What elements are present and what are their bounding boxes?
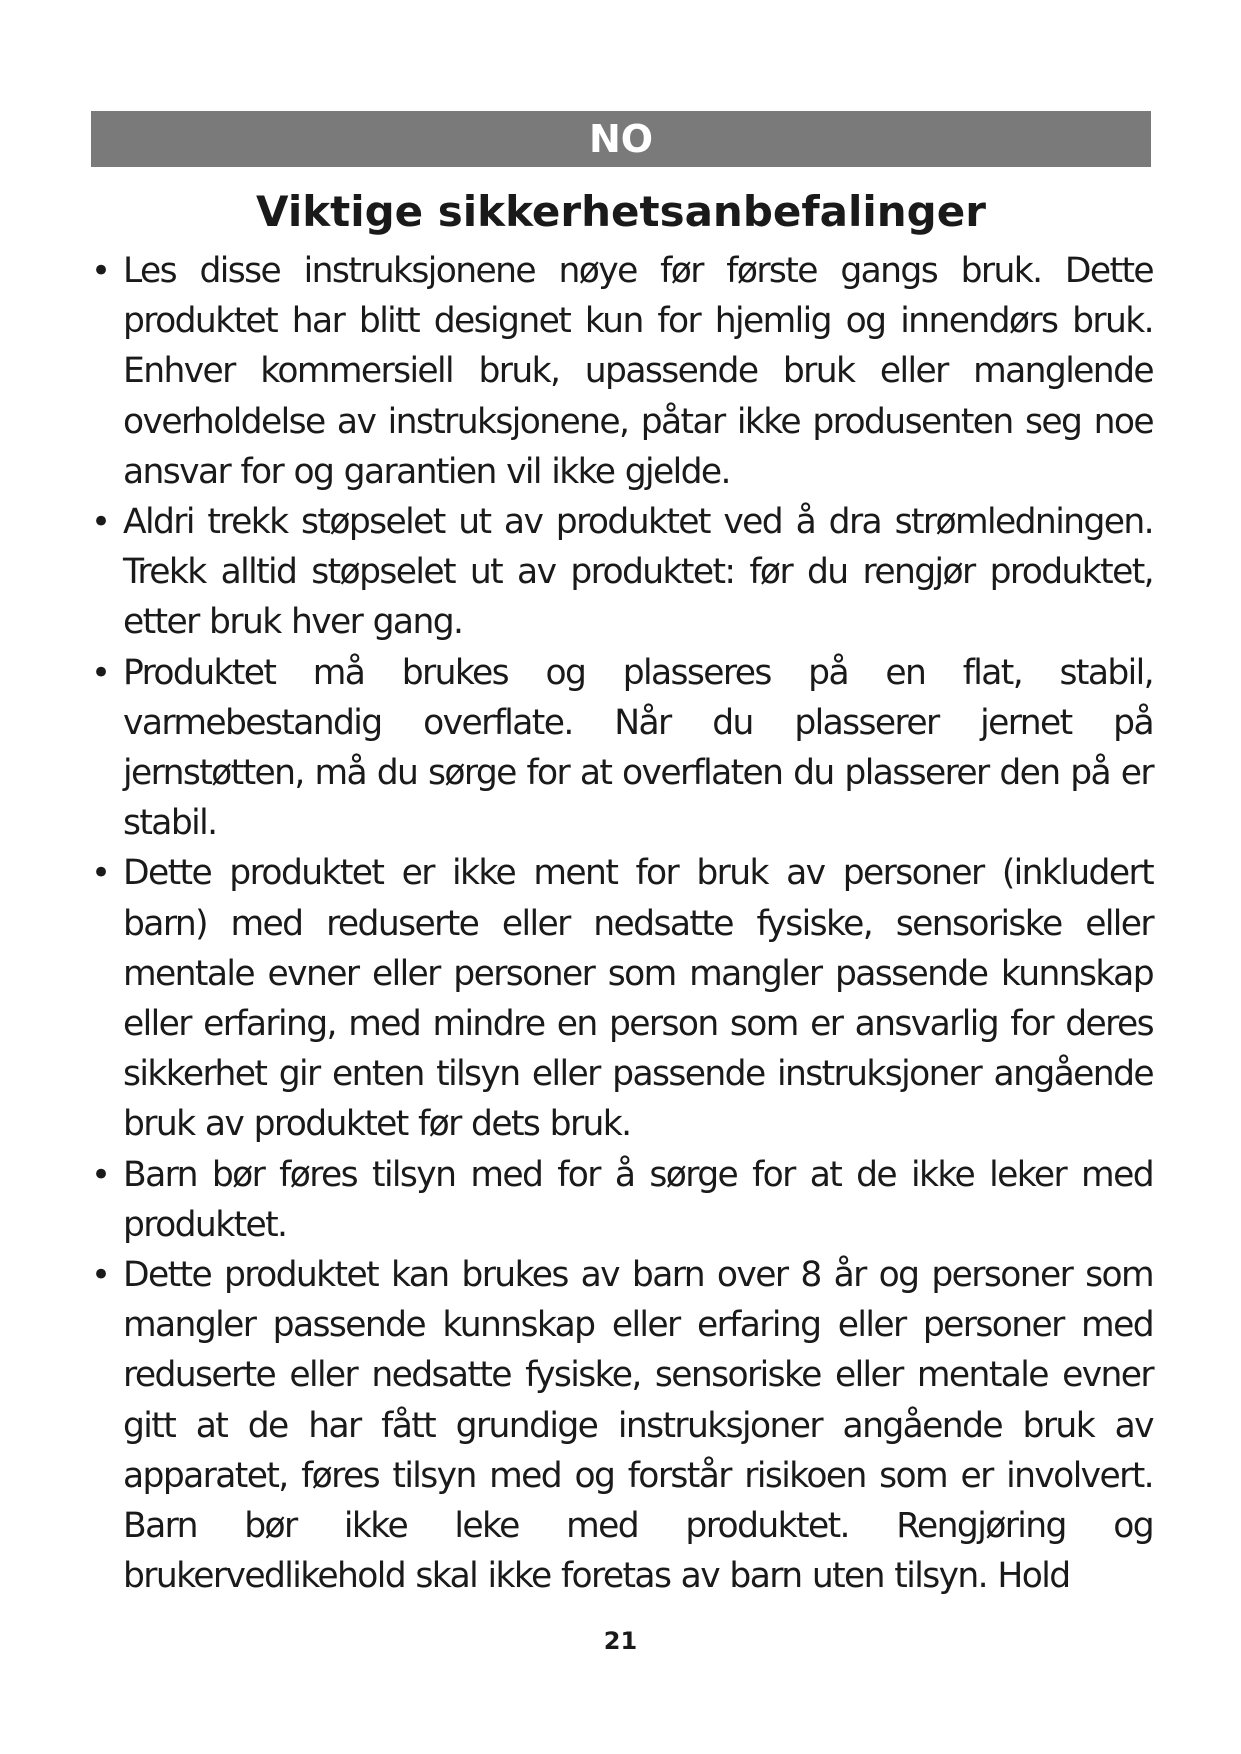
bullet-icon: • bbox=[91, 853, 112, 894]
safety-instructions-list bbox=[91, 246, 1153, 1601]
list-item bbox=[91, 246, 1153, 497]
bullet-icon: • bbox=[91, 1154, 112, 1195]
language-code: NO bbox=[588, 117, 654, 161]
list-item-text: Produktet må brukes og plasseres på en flat, stabil, varmebestandig overflate. Når du plasserer jernet på jernstøtten, må du sørge for at overflaten du plasserer den på er stabil. bbox=[123, 652, 1153, 844]
list-item-text: Les disse instruksjonene nøye før første gangs bruk. Dette produktet har blitt designet kun for hjemlig og innendørs bruk. Enhver kommersiell bruk, upassende bruk eller manglende overholdelse av instruksjonene, påtar ikke produsenten seg noe ansvar for og garantien vil ikke gjelde. bbox=[123, 251, 1153, 492]
list-item-text: Dette produktet er ikke ment for bruk av personer (inkludert barn) med reduserte eller nedsatte fysiske, sensoriske eller mentale evner eller personer som mangler passende kunnskap eller erfaring, med mindre en person som er ansvarlig for deres sikkerhet gir enten tilsyn eller passende instruksjoner angående bruk av produktet før dets bruk. bbox=[123, 853, 1153, 1145]
bullet-icon: • bbox=[91, 1255, 112, 1296]
list-item bbox=[91, 848, 1153, 1149]
bullet-icon: • bbox=[91, 502, 112, 543]
language-header-bar bbox=[91, 111, 1151, 167]
list-item bbox=[91, 648, 1153, 849]
list-item bbox=[91, 497, 1153, 648]
list-item-text: Barn bør føres tilsyn med for å sørge for at de ikke leker med produktet. bbox=[123, 1154, 1153, 1245]
list-item-text: Aldri trekk støpselet ut av produktet ved å dra strømledningen. Trekk alltid støpselet ut av produktet: før du rengjør produktet, etter bruk hver gang. bbox=[123, 502, 1153, 643]
page-title: Viktige sikkerhetsanbefalinger bbox=[256, 187, 986, 236]
bullet-icon: • bbox=[91, 652, 112, 693]
page-number: 21 bbox=[603, 1627, 638, 1655]
list-item bbox=[91, 1250, 1153, 1601]
bullet-icon: • bbox=[91, 251, 112, 291]
list-item bbox=[91, 1150, 1153, 1250]
list-item-text: Dette produktet kan brukes av barn over 8 år og personer som mangler passende kunnskap eller erfaring eller personer med reduserte eller nedsatte fysiske, sensoriske eller mentale evner gitt at de har fått grundige instruksjoner angående bruk av apparatet, føres tilsyn med og forstår risikoen som er involvert. Barn bør ikke leke med produktet. Rengjøring og brukervedlikehold skal ikke foretas av barn uten tilsyn. Hold bbox=[123, 1255, 1153, 1597]
